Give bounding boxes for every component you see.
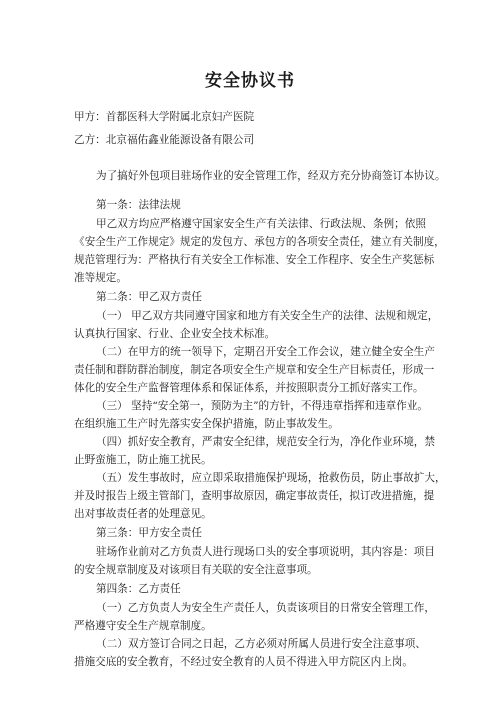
article-1-text: 规范管理行为：严格执行有关安全工作标准、安全工作程序、安全生产奖惩标 [74, 254, 435, 266]
party-b: 乙方：北京福佑鑫业能源设备有限公司 [74, 134, 255, 146]
article-2-item-5: （五）发生事故时，应立即采取措施保护现场，抢救伤员，防止事故扩大， [96, 472, 446, 484]
article-4-item-2: 措施交底的安全教育，不经过安全教育的人员不得进入甲方院区内上岗。 [74, 656, 413, 668]
article-4-item-1: 严格遵守安全生产规章制度。 [74, 620, 212, 632]
article-2-item-3: 在组织施工生产时先落实安全保护措施，防止事故发生。 [74, 418, 339, 430]
article-2-item-1: 认真执行国家、行业、企业安全技术标准。 [74, 328, 276, 340]
article-4-item-2: （二）双方签订合同之日起，乙方必须对所属人员进行安全注意事项、 [96, 638, 426, 650]
article-1-text: 准等规定。 [74, 272, 127, 284]
article-2-item-2: （二）在甲方的统一领导下，定期召开安全工作会议，建立健全安全生产 [96, 346, 435, 358]
article-2-item-4: （四）抓好安全教育，严肃安全纪律，规范安全行为，净化作业环境，禁 [96, 436, 435, 448]
article-1-text: 甲乙双方均应严格遵守国家安全生产有关法律、行政法规、条例；依照 [96, 218, 426, 230]
article-2-item-2: 体化的安全生产监督管理体系和保证体系，并按照职责分工抓好落实工作。 [74, 382, 424, 394]
document-title: 安全协议书 [205, 71, 295, 91]
article-4-heading: 第四条：乙方责任 [96, 583, 181, 595]
article-2-item-5: 并及时报告上级主管部门，查明事故原因，确定事故责任，拟订改进措施，提 [74, 490, 435, 502]
article-2-item-4: 止野蛮施工，防止施工扰民。 [74, 454, 212, 466]
article-4-item-1: （一）乙方负责人为安全生产责任人，负责该项目的日常安全管理工作， [96, 602, 435, 614]
article-2-item-2: 责任制和群防群治制度，制定各项安全生产规章和安全生产目标责任，形成一 [74, 364, 435, 376]
article-3-text: 的安全规章制度及对该项目有关联的安全注意事项。 [74, 564, 318, 576]
article-3-heading: 第三条：甲方安全责任 [96, 527, 202, 539]
intro-paragraph: 为了搞好外包项目驻场作业的安全管理工作，经双方充分协商签订本协议。 [96, 170, 446, 182]
article-1-text: 《安全生产工作规定》规定的发包方、承包方的各项安全责任，建立有关制度， [74, 236, 445, 248]
article-2-item-5: 出对事故责任者的处理意见。 [74, 508, 212, 520]
article-2-item-1: （一） 甲乙双方共同遵守国家和地方有关安全生产的法律、法规和规定， [96, 310, 439, 322]
article-2-item-3: （三） 坚持“安全第一，预防为主”的方针，不得违章指挥和违章作业。 [96, 400, 429, 412]
party-a: 甲方：首都医科大学附属北京妇产医院 [74, 111, 255, 123]
article-3-text: 驻场作业前对乙方负责人进行现场口头的安全事项说明，其内容是：项目 [96, 546, 435, 558]
article-1-heading: 第一条：法律法规 [96, 199, 181, 211]
article-2-heading: 第二条：甲乙双方责任 [96, 291, 202, 303]
